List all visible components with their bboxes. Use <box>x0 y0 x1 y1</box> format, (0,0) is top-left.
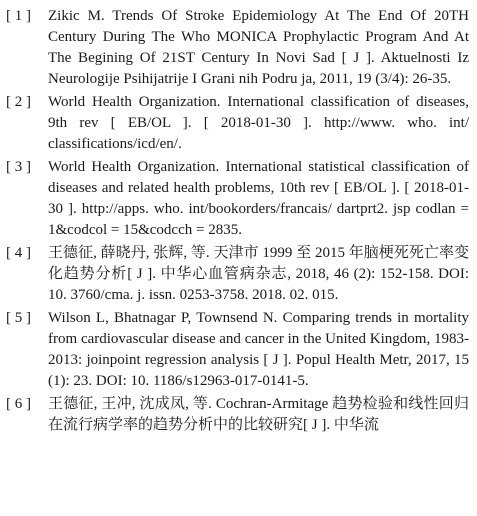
reference-text: World Health Organization. International statistical classification of diseases and related health problems, 10th rev [ EB/OL ]. [ 2018-01-30 ]. http://apps. who. int/bookorders/francais/ dartprt2. jsp codlan = 1&codcol = 15&codcch = 2835. <box>48 159 469 238</box>
reference-number: [ 5 ] <box>6 310 31 326</box>
reference-item-1 <box>0 6 477 90</box>
reference-number: [ 6 ] <box>6 396 31 412</box>
reference-number: [ 2 ] <box>6 94 31 110</box>
reference-text: 王德征, 薛晓丹, 张辉, 等. 天津市 1999 至 2015 年脑梗死死亡率变化趋势分析[ J ]. 中华心血管病杂志, 2018, 46 (2): 152-158. DOI: 10. 3760/cma. j. issn. 0253-3758. 2018. 02. 015. <box>48 245 469 303</box>
reference-number: [ 3 ] <box>6 159 31 175</box>
reference-item-4 <box>0 243 477 306</box>
reference-item-3 <box>0 157 477 241</box>
reference-text: Wilson L, Bhatnagar P, Townsend N. Comparing trends in mortality from cardiovascular disease and cancer in the United Kingdom, 1983-2013: joinpoint regression analysis [ J ]. Popul Health Metr, 2017, 15 (1): 23. DOI: 10. 1186/s12963-017-0141-5. <box>48 310 469 389</box>
reference-number: [ 1 ] <box>6 8 31 24</box>
reference-list <box>0 6 477 438</box>
reference-text: 王德征, 王冲, 沈成凤, 等. Cochran-Armitage 趋势检验和线性回归在流行病学率的趋势分析中的比较研究[ J ]. 中华流 <box>48 396 469 433</box>
reference-number: [ 4 ] <box>6 245 31 261</box>
reference-item-2 <box>0 92 477 155</box>
reference-item-6 <box>0 394 477 436</box>
reference-text: World Health Organization. International classification of diseases, 9th rev [ EB/OL ]. [ 2018-01-30 ]. http://www. who. int/ classifications/icd/en/. <box>48 94 469 152</box>
reference-text: Zikic M. Trends Of Stroke Epidemiology At The End Of 20TH Century During The Who MONICA Prophylactic Program And At The Begining Of 21ST Century In Novi Sad [ J ]. Aktuelnosti Iz Neurologije Psihijatrije I Grani nih Podru ja, 2011, 19 (3/4): 26-35. <box>48 8 469 87</box>
reference-item-5 <box>0 308 477 392</box>
